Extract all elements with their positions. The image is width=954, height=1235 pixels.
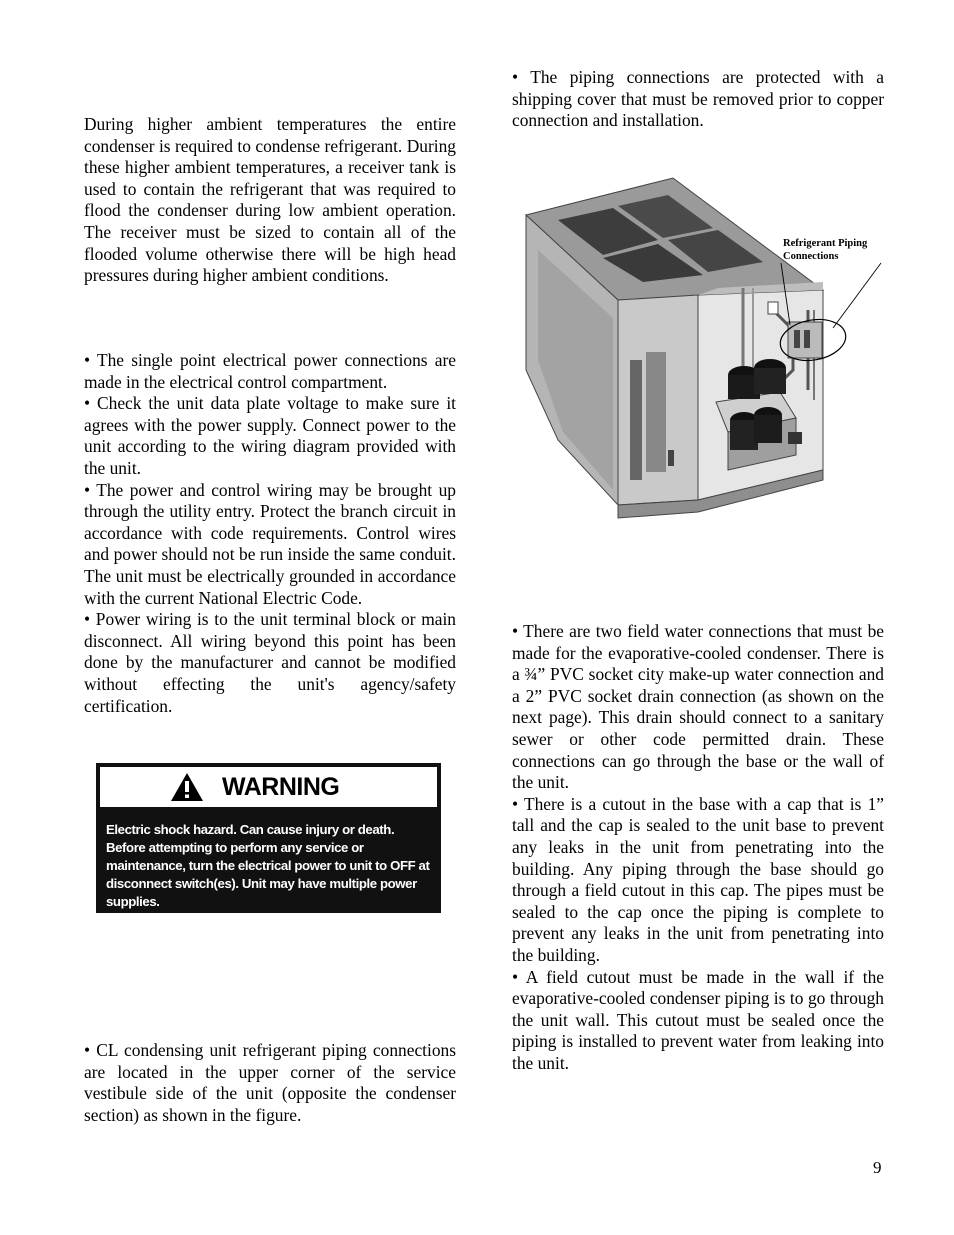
refrigerant-piping-paragraph bbox=[84, 1040, 456, 1126]
receiver-text: During higher ambient temperatures the entire condenser is required to condense refrigerant. During these higher ambient temperatures, a receiver tank is used to contain the refrigerant that was required to flood the condenser during low ambient operation. The receiver must be sized to contain all of the flooded volume otherwise there will be high head pressures during higher ambient conditions. bbox=[84, 114, 456, 286]
water-item: • There are two field water connections that must be made for the evaporative-cooled condenser. There is a ¾” PVC socket city make-up water connection and a 2” PVC socket drain connection (as shown on the next page). This drain should connect to a sanitary sewer or other code permitted drain. These connections can go through the base or the wall of the unit. bbox=[512, 621, 884, 793]
condensing-unit-figure bbox=[518, 170, 888, 520]
water-item: • A field cutout must be made in the wall if the evaporative-cooled condenser piping is to go through the unit wall. This cutout must be sealed once the piping is installed to prevent water from leaking into the unit. bbox=[512, 966, 884, 1073]
figure-callout-label bbox=[783, 238, 867, 263]
figure-label-line2: Connections bbox=[783, 250, 839, 262]
electrical-item: • Check the unit data plate voltage to make sure it agrees with the power supply. Connect power to the unit according to the wiring diagram provided with the unit. bbox=[84, 393, 456, 478]
piping-cover-text: • The piping connections are protected with a shipping cover that must be removed prior to copper connection and installation. bbox=[512, 67, 884, 131]
figure-label-line1: Refrigerant Piping bbox=[783, 238, 868, 249]
electrical-connections-section bbox=[84, 350, 456, 717]
piping-cover-paragraph bbox=[512, 67, 884, 132]
page-number: 9 bbox=[873, 1158, 882, 1177]
electrical-item: • The single point electrical power connections are made in the electrical control compartment. bbox=[84, 350, 456, 392]
refrigerant-piping-text: • CL condensing unit refrigerant piping connections are located in the upper corner of the service vestibule side of the unit (opposite the condenser section) as shown in the figure. bbox=[84, 1040, 456, 1125]
water-item: • There is a cutout in the base with a cap that is 1” tall and the cap is sealed to the unit base to prevent any leaks in the unit from penetrating into the building. Any piping through the base should go through a field cutout in this cap. The pipes must be sealed to the cap once the piping is complete to prevent any leaks in the unit from penetrating into the building. bbox=[512, 793, 884, 965]
warning-triangle-icon bbox=[170, 772, 204, 802]
warning-box bbox=[96, 763, 441, 913]
warning-title: WARNING bbox=[222, 772, 340, 801]
water-connections-section bbox=[512, 621, 884, 1074]
electrical-item: • The power and control wiring may be brought up through the utility entry. Protect the branch circuit in accordance with code requirements. Control wires and power should not be run inside the same conduit. The unit must be electrically grounded in accordance with the current National Electric Code. bbox=[84, 479, 456, 608]
warning-text: Electric shock hazard. Can cause injury or death. Before attempting to perform any service or maintenance, turn the electrical power to unit to OFF at disconnect switch(es). Unit may have multiple power supplies. bbox=[106, 822, 430, 909]
electrical-item: • Power wiring is to the unit terminal block or main disconnect. All wiring beyond this point has been done by the manufacturer and cannot be modified without effecting the unit's agency/safety certification. bbox=[84, 609, 456, 716]
warning-header bbox=[100, 767, 437, 807]
receiver-paragraph bbox=[84, 114, 456, 287]
